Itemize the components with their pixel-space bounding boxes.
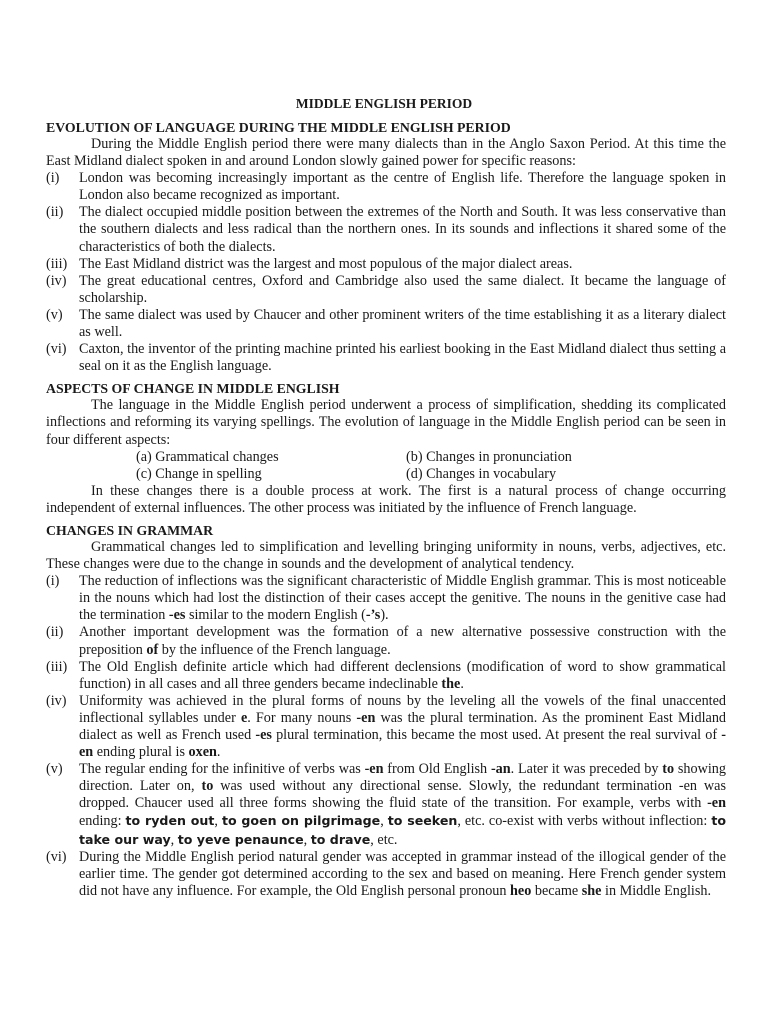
text-run: The regular ending for the infinitive of verbs was xyxy=(79,761,365,778)
text-run: Another important development was the formation of a new alternative possessive construction with the preposition xyxy=(79,624,726,658)
list-item-text: Caxton, the inventor of the printing machine printed his earliest booking in the East Midland dialect thus setting a seal on it as the English language. xyxy=(79,341,726,375)
term: -en xyxy=(707,795,726,812)
list-number: (ii) xyxy=(46,624,64,641)
text-run: The reduction of inflections was the significant characteristic of Middle English grammar. This is most noticeable in the nouns which had lost the distinction of their cases accept the genitive. The nouns in the genitive case had the termination xyxy=(79,573,726,624)
term: to xyxy=(201,778,214,795)
term: the xyxy=(441,675,461,692)
list-item xyxy=(46,204,726,255)
text-run: , xyxy=(303,831,311,848)
text-run: was the plural termination. As the prominent East Midland dialect as well as French used xyxy=(79,709,727,743)
text-run: similar to the modern English ( xyxy=(185,607,366,624)
list-number: (iii) xyxy=(46,658,68,675)
example-phrase: to drave xyxy=(310,831,371,847)
list-number: (v) xyxy=(46,306,63,323)
page-title: MIDDLE ENGLISH PERIOD xyxy=(295,96,473,111)
text-run: The Old English definite article which had different declensions (modification of word to show grammatical function) in all cases and all three genders became indeclinable xyxy=(79,658,726,692)
term: -en xyxy=(364,761,384,778)
text-run: became xyxy=(531,882,582,899)
list-item xyxy=(46,624,726,658)
list-number: (iv) xyxy=(46,272,67,289)
list-number: (iv) xyxy=(46,692,67,709)
list-item xyxy=(46,341,726,375)
list-item xyxy=(46,307,726,341)
aspect-item: (c) Change in spelling xyxy=(136,465,262,482)
text-run: , etc. co-exist with verbs without inflection: xyxy=(457,813,712,830)
list-item-text: The East Midland district was the largest and most populous of the major dialect areas. xyxy=(79,255,573,272)
term: she xyxy=(581,882,602,899)
text-run: Uniformity was achieved in the plural forms of nouns by the leveling all the vowels of the final unaccented inflectional syllables under xyxy=(79,692,726,726)
list-item xyxy=(46,573,726,624)
term: -en xyxy=(79,727,726,761)
aspect-item: (a) Grammatical changes xyxy=(136,448,279,465)
list-number: (i) xyxy=(46,170,60,187)
term: of xyxy=(146,641,159,658)
text-run: plural termination, this became the most used. At present the real survival of xyxy=(271,727,722,743)
list-number: (iii) xyxy=(46,255,68,272)
list-item xyxy=(46,170,726,204)
text-run: , xyxy=(170,831,178,848)
text-run: ending plural is xyxy=(93,744,189,761)
aspect-item: (b) Changes in pronunciation xyxy=(406,448,572,465)
section-heading-grammar: CHANGES IN GRAMMAR xyxy=(46,522,214,538)
list-number: (v) xyxy=(46,761,63,778)
term: e xyxy=(240,709,248,726)
list-item-text: London was becoming increasingly important as the centre of English life. Therefore the language spoken in London also became recognized as important. xyxy=(79,170,726,204)
text-run: by the influence of the French language. xyxy=(158,641,391,658)
aspects-outro: In these changes there is a double process at work. The first is a natural process of change occurring independent of external influences. The other process was initiated by the influence of French language. xyxy=(46,482,726,516)
list-item xyxy=(46,761,726,848)
term: -es xyxy=(255,727,272,743)
text-run: , xyxy=(380,813,388,830)
document-body xyxy=(46,119,726,900)
text-run: from Old English xyxy=(383,761,491,778)
list-item xyxy=(46,256,726,273)
text-run: During the Middle English period natural gender was accepted in grammar instead of the illogical gender of the earlier time. The gender got determined according to the sex and based on meaning. Here French gender system did not have any influence. For example, the Old English personal pronoun xyxy=(79,848,726,899)
example-phrase: to ryden out xyxy=(125,813,215,829)
list-number: (vi) xyxy=(46,341,67,358)
list-item-text: The same dialect was used by Chaucer and other prominent writers of the time establishing it as a literary dialect as well. xyxy=(79,306,726,341)
term: to xyxy=(662,761,675,778)
aspects-intro: The language in the Middle English period underwent a process of simplification, shedding its complicated inflections and reforming its varying spellings. The evolution of language in the Middle English period can be seen in four different aspects: xyxy=(46,397,726,448)
example-phrase: to seeken xyxy=(387,813,458,829)
term: -an xyxy=(490,761,511,778)
text-run: , xyxy=(214,813,222,830)
list-number: (i) xyxy=(46,573,60,590)
term: -’s xyxy=(365,607,381,624)
list-item xyxy=(46,273,726,307)
text-run: . xyxy=(460,675,464,692)
term: -es xyxy=(168,607,186,624)
aspects-list xyxy=(136,449,726,483)
term: -en xyxy=(356,709,376,726)
text-run: showing direction. Later on, xyxy=(79,761,726,795)
text-run: . Later it was preceded by xyxy=(510,761,663,778)
text-run: . xyxy=(216,744,221,761)
text-run: ). xyxy=(380,607,389,624)
evolution-reasons-list xyxy=(46,170,726,375)
aspect-item: (d) Changes in vocabulary xyxy=(406,465,557,482)
list-item xyxy=(46,659,726,693)
list-item-text: The dialect occupied middle position between the extremes of the North and South. It was less conservative than the southern dialects and less radical than the northern ones. In its sounds and inflections it shared some of the characteristics of both the dialects. xyxy=(79,204,726,255)
section-heading-evolution: EVOLUTION OF LANGUAGE DURING THE MIDDLE ENGLISH PERIOD xyxy=(46,120,511,135)
text-run: , etc. xyxy=(370,831,398,848)
list-item xyxy=(46,693,726,761)
example-phrase: to goen on pilgrimage xyxy=(221,813,381,829)
text-run: in Middle English. xyxy=(601,882,712,899)
example-phrase: to take our way xyxy=(79,813,726,847)
list-number: (vi) xyxy=(46,848,67,865)
list-item-text: The great educational centres, Oxford and Cambridge also used the same dialect. It became the language of scholarship. xyxy=(79,272,726,306)
text-run: was used without any directional sense. Slowly, the redundant termination -en was dropped. Chaucer used all three forms showing the fluid state of the transition. For example, verbs with xyxy=(79,778,726,812)
grammar-intro: Grammatical changes led to simplification and levelling bringing uniformity in nouns, verbs, adjectives, etc. These changes were due to the change in sounds and the development of analytical tendency. xyxy=(46,538,726,573)
text-run: . For many nouns xyxy=(247,709,357,726)
term: oxen xyxy=(188,744,217,761)
example-phrase: to yeve penaunce xyxy=(177,831,304,847)
term: heo xyxy=(510,882,532,899)
list-number: (ii) xyxy=(46,204,64,221)
list-item xyxy=(46,849,726,900)
evolution-intro: During the Middle English period there were many dialects than in the Anglo Saxon Period. At this time the East Midland dialect spoken in and around London slowly gained power for specific reasons: xyxy=(46,136,726,170)
section-heading-aspects: ASPECTS OF CHANGE IN MIDDLE ENGLISH xyxy=(46,381,340,397)
grammar-changes-list xyxy=(46,573,726,900)
text-run: ending: xyxy=(79,813,126,830)
